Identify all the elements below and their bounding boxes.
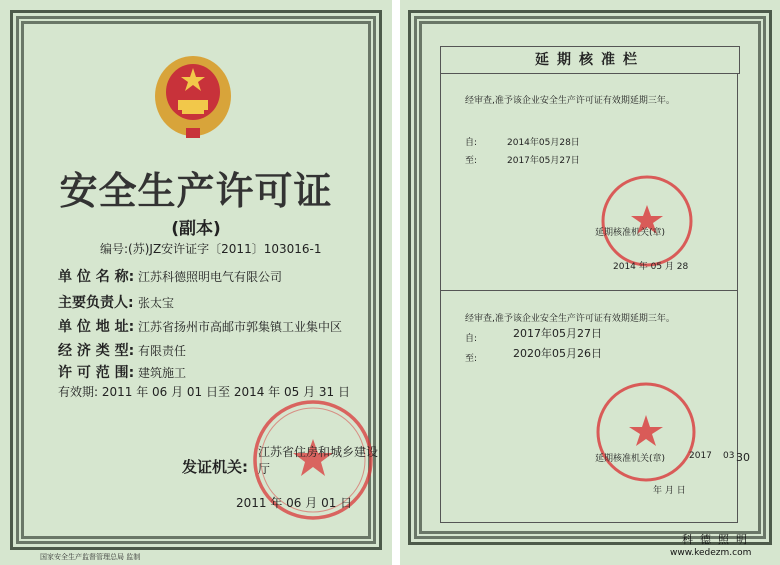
approval-statement: 经审查,准予该企业安全生产许可证有效期延期三年。 [465, 314, 675, 324]
to-date: 2017年05月27日 [507, 156, 580, 166]
footer-text: 国家安全生产监督管理总局 监制 [40, 553, 141, 561]
issuer-name: 江苏省住房和城乡建设厅 [258, 445, 379, 476]
field-label: 主要负责人: [58, 295, 134, 311]
extension-page [400, 0, 780, 565]
field-value: 建筑施工 [138, 366, 187, 380]
field-label: 许 可 范 围: [58, 365, 135, 381]
field-address [58, 316, 342, 336]
from-date: 2014年05月28日 [507, 138, 580, 148]
date-line-year: 2017 [689, 451, 712, 461]
date-ymd-labels: 年 月 日 [653, 486, 686, 496]
copy-label: (副本) [171, 219, 221, 239]
date-line: 2014 年 05 月 28 [613, 262, 689, 272]
extension-seal-1 [597, 171, 697, 271]
field-value: 江苏科德照明电气有限公司 [138, 270, 283, 284]
authority-label: 延期核准机关(章) [595, 228, 666, 238]
extension-entry-1 [440, 73, 738, 291]
field-label: 经 济 类 型: [58, 343, 135, 359]
to-date: 2020年05月26日 [513, 347, 602, 360]
field-principal [58, 292, 174, 312]
to-label: 至: [465, 354, 478, 364]
field-company-name [58, 266, 282, 286]
certificate-title: 安全生产许可证 [59, 168, 333, 213]
extension-header: 延期核准栏 [440, 46, 740, 74]
national-emblem-icon [152, 52, 234, 142]
field-scope [58, 362, 186, 382]
field-label: 单 位 地 址: [58, 319, 135, 335]
field-value: 有限责任 [138, 344, 187, 358]
from-label: 自: [465, 334, 478, 344]
issuer-label: 发证机关: [182, 458, 248, 476]
watermark-url: www.kedezm.com [670, 548, 752, 558]
field-economic-type [58, 340, 186, 360]
from-label: 自: [465, 138, 478, 148]
date-line-day: 30 [736, 451, 750, 464]
issue-date: 2011 年 06 月 01 日 [236, 496, 353, 510]
field-value: 张太宝 [138, 296, 175, 310]
certificate-number: 编号:(苏)JZ安许证字〔2011〕103016-1 [100, 242, 322, 256]
date-line-month: 03 [723, 451, 735, 461]
authority-label: 延期核准机关(章) [595, 454, 666, 464]
from-date: 2017年05月27日 [513, 327, 602, 340]
field-label: 单 位 名 称: [58, 269, 135, 285]
approval-statement: 经审查,准予该企业安全生产许可证有效期延期三年。 [465, 96, 675, 106]
field-value: 江苏省扬州市高邮市郭集镇工业集中区 [138, 320, 343, 334]
to-label: 至: [465, 156, 478, 166]
extension-entry-2 [440, 291, 738, 523]
validity-period: 有效期: 2011 年 06 月 01 日至 2014 年 05 月 31 日 [58, 385, 350, 399]
extension-seal-2 [591, 377, 701, 487]
watermark-company: 科德照明 [682, 533, 754, 546]
